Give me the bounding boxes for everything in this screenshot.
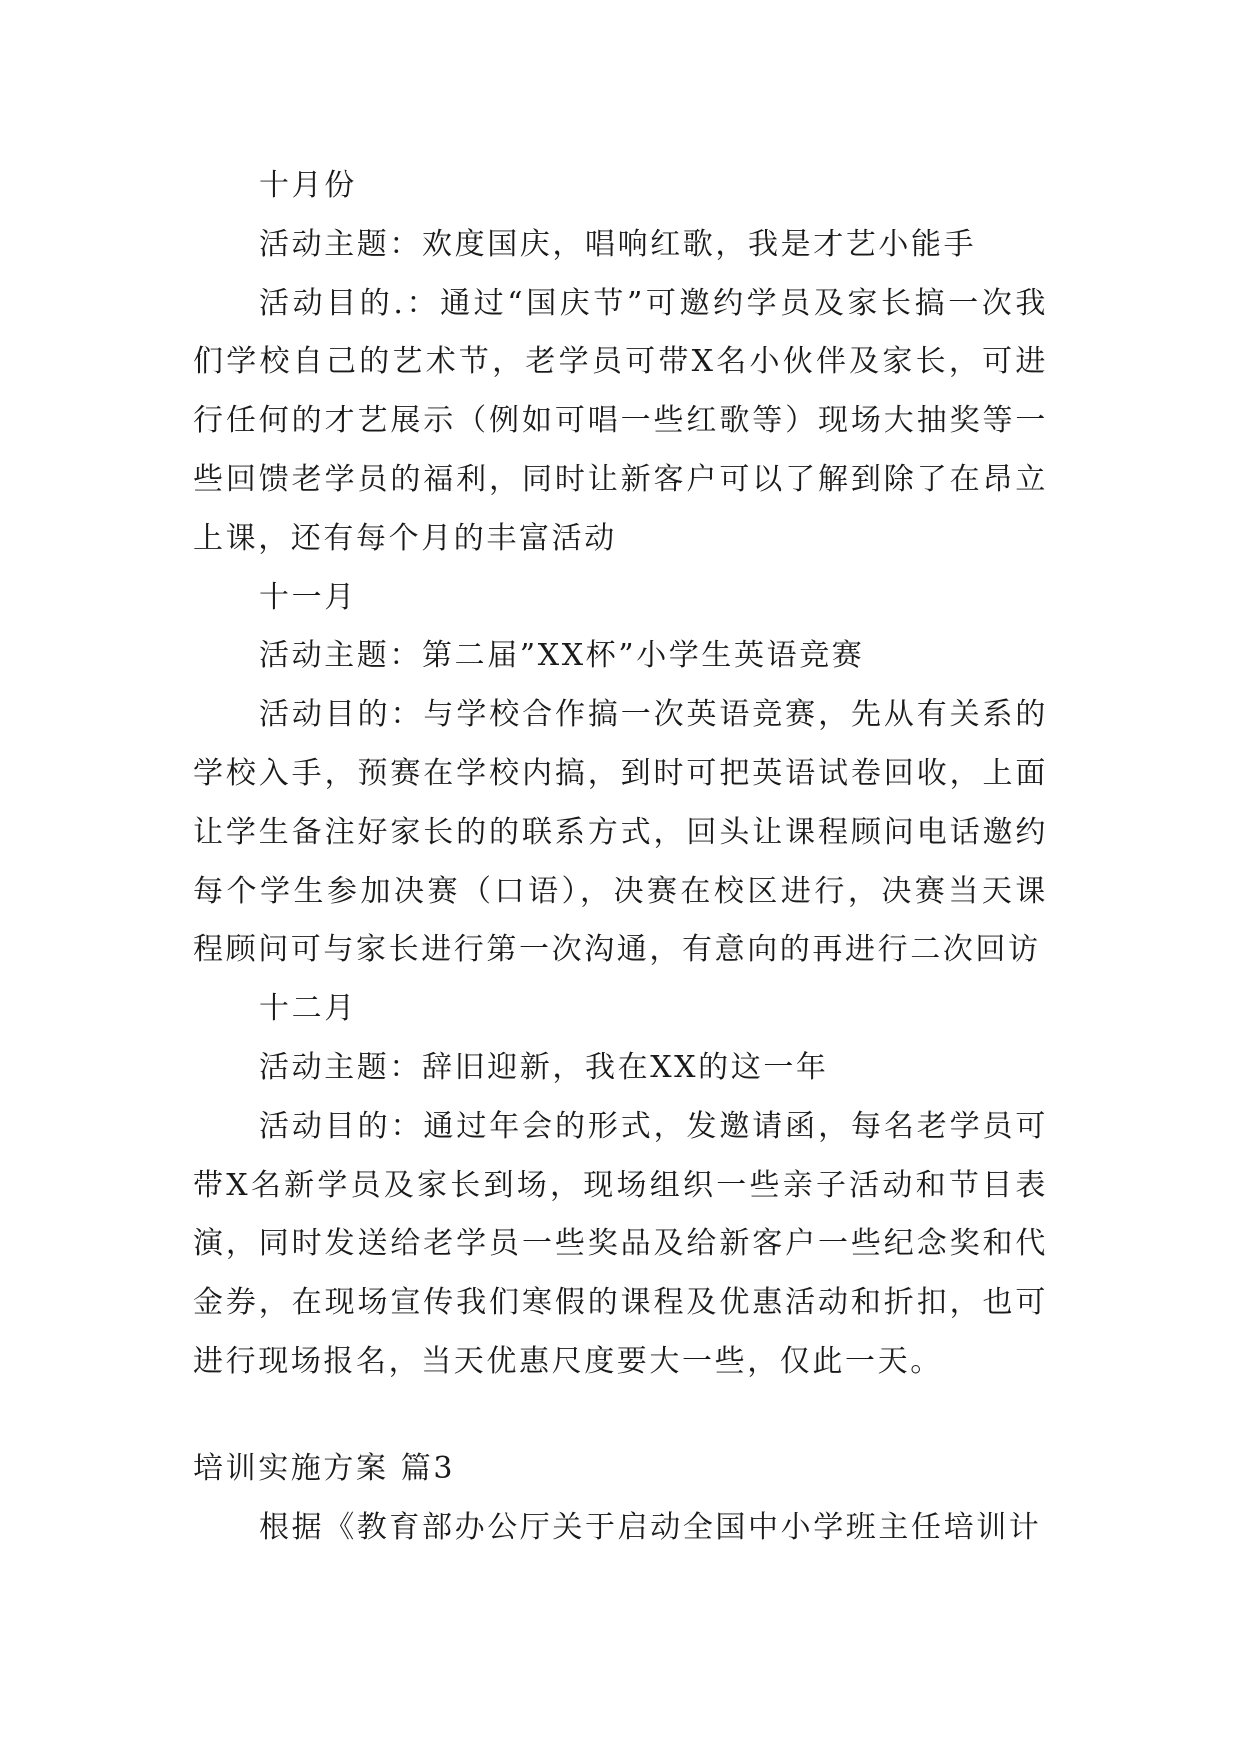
october-theme: 活动主题：欢度国庆，唱响红歌，我是才艺小能手 <box>259 226 977 262</box>
october-month-heading: 十月份 <box>259 168 357 203</box>
december-theme: 活动主题：辞旧迎新，我在XX的这一年 <box>259 1049 829 1085</box>
december-month-heading: 十二月 <box>259 991 357 1027</box>
document-body <box>193 157 1048 1557</box>
november-month-heading: 十一月 <box>259 579 357 615</box>
december-purpose: 活动目的：通过年会的形式，发邀请函，每名老学员可带X名新学员及家长到场，现场组织一些亲子活动和节目表演，同时发送给老学员一些奖品及给新客户一些纪念奖和代金券，在现场宣传我们寒假的课程及优惠活动和折扣，也可进行现场报名，当天优惠尺度要大一些，仅此一天。 <box>193 1108 1048 1379</box>
section3-intro: 根据《教育部办公厅关于启动全国中小学班主任培训计 <box>259 1509 1042 1545</box>
november-purpose: 活动目的：与学校合作搞一次英语竞赛，先从有关系的学校入手，预赛在学校内搞，到时可把英语试卷回收，上面让学生备注好家长的的联系方式，回头让课程顾问电话邀约每个学生参加决赛（口语），决赛在校区进行，决赛当天课程顾问可与家长进行第一次沟通，有意向的再进行二次回访 <box>193 697 1048 968</box>
november-theme: 活动主题：第二届”XX杯”小学生英语竞赛 <box>259 638 865 674</box>
october-purpose: 活动目的.：通过“国庆节”可邀约学员及家长搞一次我们学校自己的艺术节，老学员可带X名小伙伴及家长，可进行任何的才艺展示（例如可唱一些红歌等）现场大抽奖等一些回馈老学员的福利，同时让新客户可以了解到除了在昂立上课，还有每个月的丰富活动 <box>193 285 1048 556</box>
section-spacer <box>193 1392 1048 1440</box>
section3-title: 培训实施方案 篇3 <box>193 1450 456 1486</box>
